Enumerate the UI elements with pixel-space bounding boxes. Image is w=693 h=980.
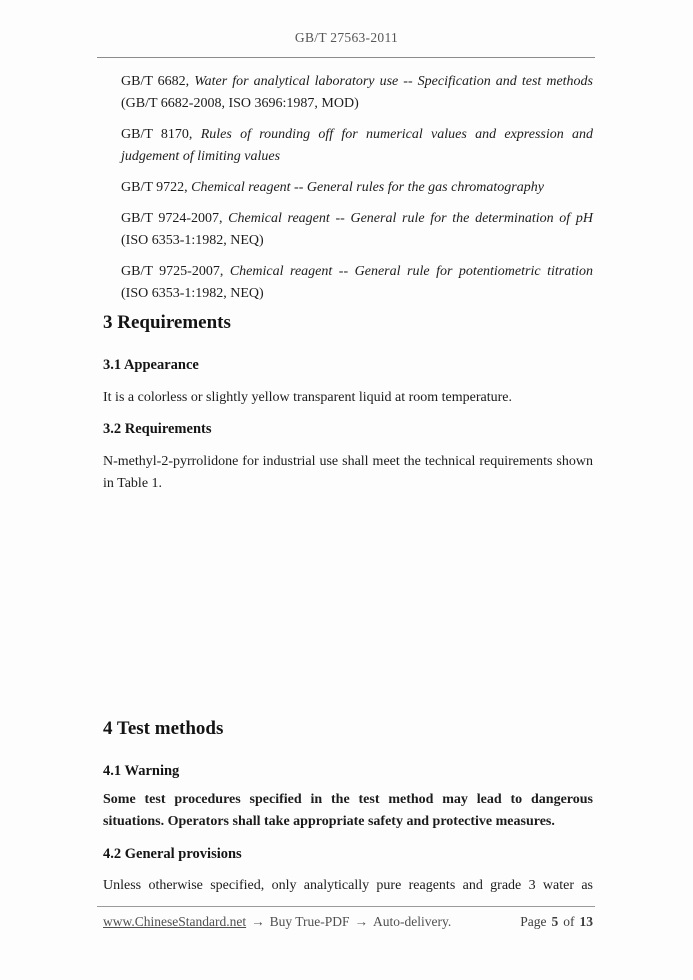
- reference-code: GB/T 8170,: [121, 127, 201, 142]
- reference-item: [121, 177, 593, 199]
- reference-item: [121, 261, 593, 305]
- reference-item: [121, 124, 593, 168]
- page-label: Page: [520, 914, 547, 929]
- reference-item: [121, 71, 593, 115]
- of-label: of: [563, 914, 575, 929]
- footer-source-line: [103, 914, 451, 930]
- reference-code: GB/T 9724-2007,: [121, 211, 229, 226]
- footer-page-indicator: [520, 914, 593, 930]
- footer-buy-text: Buy True-PDF: [269, 914, 350, 929]
- reference-title: Rules of rounding off for numerical values and expression and judgement of limiting values: [121, 127, 593, 164]
- normative-references-list: [121, 71, 593, 314]
- reference-code: GB/T 9725-2007,: [121, 264, 230, 279]
- right-arrow-icon: →: [354, 914, 369, 929]
- section-3-2-body: N-methyl-2-pyrrolidone for industrial use shall meet the technical requirements shown in Table 1.: [103, 454, 593, 491]
- reference-suffix: (ISO 6353-1:1982, NEQ): [121, 286, 264, 301]
- reference-suffix: (ISO 6353-1:1982, NEQ): [121, 233, 264, 248]
- footer-rule: [97, 906, 595, 907]
- footer-delivery-text: Auto-delivery.: [373, 914, 452, 929]
- section-4-2-heading: 4.2 General provisions: [103, 846, 242, 862]
- section-3-2-heading: 3.2 Requirements: [103, 421, 212, 437]
- header-rule: [97, 57, 595, 58]
- reference-code: GB/T 6682,: [121, 74, 195, 89]
- section-3-1-body: It is a colorless or slightly yellow transparent liquid at room temperature.: [103, 390, 513, 405]
- page-header-doc-number: GB/T 27563-2011: [294, 30, 399, 45]
- reference-title: Chemical reagent -- General rules for the gas chromatography: [191, 180, 544, 195]
- section-4-heading: 4 Test methods: [103, 718, 224, 739]
- reference-title: Water for analytical laboratory use -- Specification and test methods: [194, 74, 593, 89]
- page-total: 13: [579, 914, 593, 929]
- page-footer: [103, 914, 593, 930]
- section-3-1-heading: 3.1 Appearance: [103, 357, 199, 373]
- section-4-1-heading: 4.1 Warning: [103, 763, 180, 779]
- section-4-2-body: Unless otherwise specified, only analytically pure reagents and grade 3 water as: [103, 878, 593, 893]
- reference-suffix: (GB/T 6682-2008, ISO 3696:1987, MOD): [121, 96, 359, 111]
- section-3-heading: 3 Requirements: [103, 312, 231, 333]
- page-current: 5: [551, 914, 559, 929]
- reference-code: GB/T 9722,: [121, 180, 192, 195]
- reference-item: [121, 208, 593, 252]
- section-4-1-warning-body: Some test procedures specified in the test method may lead to dangerous situations. Operators shall take appropriate safety and protective measures.: [103, 792, 593, 829]
- footer-site-link[interactable]: www.ChineseStandard.net: [103, 914, 247, 929]
- reference-title: Chemical reagent -- General rule for potentiometric titration: [229, 264, 593, 279]
- reference-title: Chemical reagent -- General rule for the determination of pH: [228, 211, 593, 226]
- right-arrow-icon: →: [251, 914, 265, 929]
